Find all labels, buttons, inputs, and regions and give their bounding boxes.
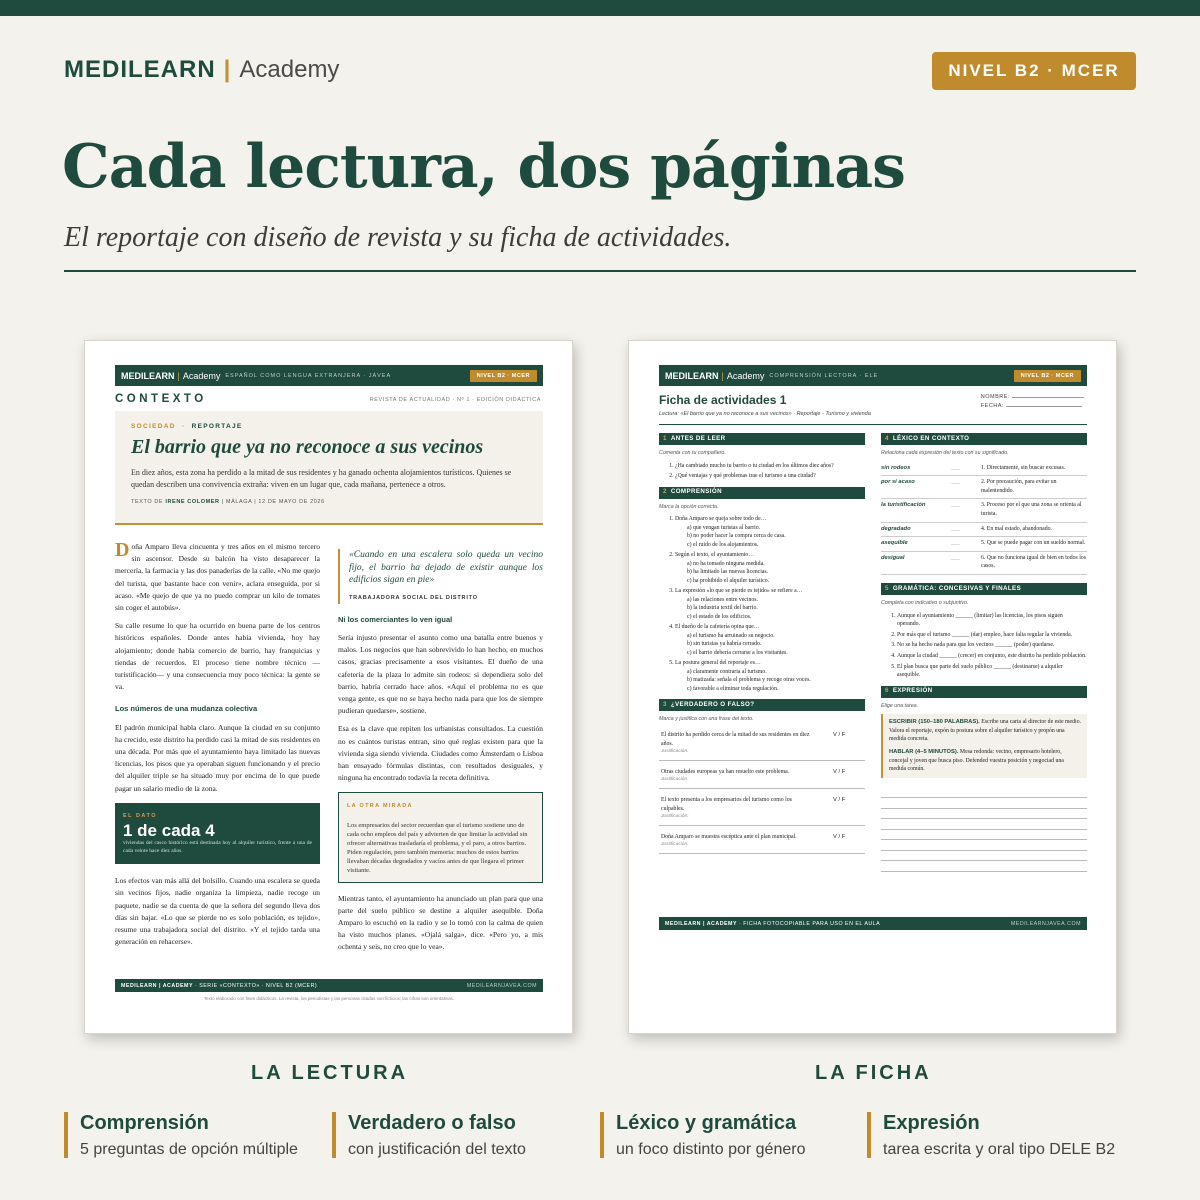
worksheet-page-footer: MEDILEARN | ACADEMY · FICHA FOTOCOPIABLE PARA USO EN EL AULA MEDILEARNJAVEA.COM [659,917,1087,930]
article-column-left: Doña Amparo lleva cincuenta y tres años en el mismo tercero sin ascensor. Desde su balcón ha visto desaparecer la mercería, la farmacia y las dos panaderías de la calle. «No me quejo del turista, que bastante hace con venir», aclara enseguida, por si acaso. «Me quejo de que ya no puedo comprar un kilo de tomates sin coger el autobús». Su calle resume lo que ha ocurrido en buena parte de los centros históricos españoles. Donde antes había vivienda, hoy hay alojamiento; donde había comercio de barrio, hay franquicias y tiendas de recuerdos. El proceso tiene nombre técnico —turistificación— y una consecuencia muy poco técnica: la gente se va. Los números de una mudanza colectiva El padrón municipal habla claro. Aunque la ciudad en su conjunto ha crecido, este distrito ha perdido casi la mitad de sus residentes en una década. Por más que el ayuntamiento haya limitado las nuevas licencias, los pisos que ya operaban siguen funcionando y el precio del alquiler triple se ha situado muy por encima de lo que puede pagar un salario medio de la zona. EL DATO 1 de cada 4 viviendas del casco histórico está destinada hoy al alquiler turístico, frente a una de cada veinte hace diez años. Los efectos van más allá del bolsillo. Cuando una escalera se queda sin vecinos fijos, nadie organiza la limpieza, nadie recoge un paquete, nadie se da cuenta de que la señora del segundo lleva dos días sin bajar. «Lo que se pierde no es solo población, es tejido», resume una trabajadora social del distrito. «Y el tejido tarda una generación en rehacerse». [115,539,320,947]
reading-caption: LA LECTURA [251,1062,409,1084]
subheading: Ni los comerciantes lo ven igual [338,614,453,624]
vocab-row: desigual ___ 6. Que no funciona igual de bien en todos los casos. [881,552,1087,575]
true-false-item: El distrito ha perdido cerca de la mitad de sus residentes en diez años. V / F Justificación: [659,728,865,761]
article-dek: En diez años, esta zona ha perdido a la mitad de sus residentes y ha ganado ochenta alojamientos turísticos. Quienes se quedan describen una convivencia extraña: viven en un lugar que, cada mañana, pertenece a otros. [131,468,512,489]
worksheet-page-preview [628,340,1117,1034]
byline: TEXTO DE IRENE COLOMER | MÁLAGA | 12 DE MAYO DE 2026 [131,499,325,505]
worksheet-title: Ficha de actividades 1 [659,393,787,407]
worksheet-caption: LA FICHA [815,1062,932,1084]
section-header: 3 ¿VERDADERO O FALSO? [659,699,865,711]
true-false-item: Doña Amparo se muestra escéptica ante el plan municipal. V / F Justificación: [659,830,865,854]
reading-page-footer: MEDILEARN | ACADEMY · SERIE «CONTEXTO» · NIVEL B2 (MCER) MEDILEARNJAVEA.COM [115,979,543,992]
feature-comprehension: Comprensión 5 preguntas de opción múltiple [64,1112,298,1158]
drop-cap: D [115,539,130,561]
worksheet-page-header: MEDILEARN | Academy COMPRENSIÓN LECTORA · ELE NIVEL B2 · MCER [659,365,1087,386]
worksheet-column-left: 1 ANTES DE LEER Comenta con tu compañero. 1. ¿Ha cambiado mucho tu barrio o tu ciudad en los últimos diez años? 2. ¿Qué ventajas y qué problemas trae el turismo a una ciudad? 2 COMPRENSIÓN Marca la opción correcta. 1. Doña Amparo se queja sobre todo de… a) que vengan turistas al barrio. b) no poder hacer la compra cerca de casa. c) el ruido de los alojamientos. 2. Según el texto, el ayuntamiento… a) no ha tomado ninguna medida. b) ha limitado las nuevas licencias. c) ha prohibido el alquiler turístico. 3. La expresión «lo que se pierde es tejido» se refiere a… a) las relaciones entre vecinos. b) la industria textil del barrio. c) el estado de los edificios. 4. El dueño de la cafetería opina que… a) el turismo ha arruinado su negocio. b) sin turistas ya habría cerrado. c) el barrio debería cerrarse a los visitantes. 5. La postura general del reportaje es… a) claramente contraria al turismo. b) matizada: señala el problema y recoge otras voces. c) favorable a eliminar toda regulación. 3 ¿VERDADERO O FALSO? Marca y justifica con una frase del texto. El distrito ha perdido cerca de la mitad de sus residentes en diez años. V / F Justificación: Otras ciudades europeas ya han resuelto este problema. V / F Justificación: El texto presenta a los empresarios del turismo como los culpables. V / F Justificación: Doña Amparo se muestra escéptica ante el plan municipal. V / F Justificación: [659,433,865,858]
section-header: 4 LÉXICO EN CONTEXTO [881,433,1087,445]
article-title: El barrio que ya no reconoce a sus vecinos [131,436,484,458]
reading-level-tag: NIVEL B2 · MCER [470,370,537,382]
article-column-right: «Cuando en una escalera solo queda un vecino fijo, el barrio ha dejado de existir aunque los edificios sigan en pie» TRABAJADORA SOCIAL DEL DISTRITO Ni los comerciantes lo ven igual Sería injusto presentar el asunto como una batalla entre buenos y malos. Los negocios que han sobrevivido lo han hecho, en muchos casos, gracias precisamente a esos visitantes. El dueño de una cafetería de la plaza lo admite sin rodeos: si dependiera solo del barrio, habría cerrado hace años. «Aquí el problema no es que venga gente, es que no se haya hecho nada para que los de siempre pudieran quedarse», sostiene. Esa es la clave que repiten los urbanistas consultados. La cuestión no es cuántos turistas entran, sino qué reglas existen para que la vivienda siga siendo vivienda. Ciudades como Ámsterdam o Lisboa han ensayado fórmulas distintas, con resultados desiguales, y ninguna ha encontrado todavía la receta definitiva. LA OTRA MIRADA Los empresarios del sector recuerdan que el turismo sostiene uno de cada ocho empleos del país y advierten de que limitar la actividad sin ofrecer alternativas trasladaría el problema, y el paro, a otros barrios. Piden regulación, pero también memoria: muchos de estos barrios llevaban décadas degradados y vacíos antes de que llegara el primer visitante. Mientras tanto, el ayuntamiento ha anunciado un plan para que una parte del suelo público se destine a alquiler asequible. Doña Amparo lo escuchó en la radio y se lo tomó con la calma de quien ha visto muchos planes. «Ojalá salga», dice. «Pero yo, a mis ochenta y seis, no creo que lo vea». [338,550,543,952]
writing-task-box: ESCRIBIR (150–180 PALABRAS). Escribe una carta al director de este medio. Valora el reportaje, expón tu postura sobre el alquiler turístico y propón una medida concreta. HABLAR (4–5 MINUTOS). Mesa redonda: vecino, empresario hotelero, concejal y joven que busca piso. Defended vuestra posición y negociad una medida común. [881,714,1087,778]
name-date-fields: NOMBRE: FECHA: [981,393,1084,411]
worksheet-level-tag: NIVEL B2 · MCER [1014,370,1081,382]
reading-page-header: MEDILEARN | Academy ESPAÑOL COMO LENGUA EXTRANJERA · JÁVEA NIVEL B2 · MCER [115,365,543,386]
sidebar-box: LA OTRA MIRADA Los empresarios del sector recuerdan que el turismo sostiene uno de cada ocho empleos del país y advierten de que limitar la actividad sin ofrecer alternativas trasladaría el problema, y el paro, a otros barrios. Piden regulación, pero también memoria: muchos de estos barrios llevaban décadas degradados y vacíos antes de que llegara el primer visitante. [338,792,543,882]
article-hero: SOCIEDAD · REPORTAJE El barrio que ya no reconoce a sus vecinos En diez años, esta zona ha perdido a la mitad de sus residentes y ha ganado ochenta alojamientos turísticos. Quienes se quedan describen una convivencia extraña: viven en un lugar que, cada mañana, pertenece a otros. TEXTO DE IRENE COLOMER | MÁLAGA | 12 DE MAYO DE 2026 [115,411,543,525]
answer-lines [881,788,1087,872]
vocab-row: asequible ___ 5. Que se puede pagar con un sueldo normal. [881,537,1087,552]
vocab-row: degradado ___ 4. En mal estado, abandonado. [881,523,1087,538]
issue-info: REVISTA DE ACTUALIDAD · Nº 1 · EDICIÓN DIDÁCTICA [369,397,541,403]
worksheet-subtitle: Lectura: «El barrio que ya no reconoce a sus vecinos» · Reportaje · Turismo y vivienda [659,411,871,417]
top-bar [0,0,1200,16]
disclaimer-note: Texto elaborado con fines didácticos. La revista, los periodistas y las personas citadas son ficticios; las cifras son orientativas. [203,996,455,1001]
page-title: Cada lectura, dos páginas [62,132,905,202]
section-header: 2 COMPRENSIÓN [659,487,865,499]
stat-box: EL DATO 1 de cada 4 viviendas del casco histórico está destinada hoy al alquiler turístico, frente a una de cada veinte hace diez años. [115,803,320,864]
reading-page-preview [84,340,573,1034]
divider [64,270,1136,272]
feature-vocab-grammar: Léxico y gramática un foco distinto por género [600,1112,805,1158]
section-header: 1 ANTES DE LEER [659,433,865,445]
feature-true-false: Verdadero o falso con justificación del texto [332,1112,526,1158]
section-header: 5 GRAMÁTICA: CONCESIVAS Y FINALES [881,583,1087,595]
vocab-row: la turistificación ___ 3. Proceso por el que una zona se orienta al turista. [881,499,1087,522]
level-badge: NIVEL B2 · MCER [932,52,1136,90]
worksheet-column-right: 4 LÉXICO EN CONTEXTO Relaciona cada expresión del texto con su significado. sin rodeos ___ 1. Directamente, sin buscar excusas. por si acaso ___ 2. Por precaución, para evitar un malentendido. la turistificación ___ 3. Proceso por el que una zona se orienta al turista. degradado ___ 4. En mal estado, abandonado. asequible ___ 5. Que se puede pagar con un sueldo normal. desigual ___ 6. Que no funciona igual de bien en todos los casos. 5 GRAMÁTICA: CONCESIVAS Y FINALES Completa con indicativo o subjuntivo. 1. Aunque el ayuntamiento ______ (limitar) las licencias, los pisos siguen operando. 2. Por más que el turismo ______ (dar) empleo, hace falta regular la vivienda. 3. No se ha hecho nada para que los vecinos ______ (poder) quedarse. 4. Aunque la ciudad ______ (crecer) en conjunto, este distrito ha perdido población. 5. El plan busca que parte del suelo público ______ (destinarse) a alquiler asequible. 6 EXPRESIÓN Elige una tarea. ESCRIBIR (150–180 PALABRAS). Escribe una carta al director de este medio. Valora el reportaje, expón tu postura sobre el alquiler turístico y propón una medida concreta. HABLAR (4–5 MINUTOS). Mesa redonda: vecino, empresario hotelero, concejal y joven que busca piso. Defended vuestra posición y negociad una medida común. [881,433,1087,872]
feature-expression: Expresión tarea escrita y oral tipo DELE B2 [867,1112,1115,1158]
vocab-row: por si acaso ___ 2. Por precaución, para evitar un malentendido. [881,476,1087,499]
magazine-name: CONTEXTO [115,393,207,405]
section-header: 6 EXPRESIÓN [881,686,1087,698]
true-false-item: Otras ciudades europeas ya han resuelto este problema. V / F Justificación: [659,765,865,789]
vocab-row: sin rodeos ___ 1. Directamente, sin buscar excusas. [881,462,1087,477]
true-false-item: El texto presenta a los empresarios del turismo como los culpables. V / F Justificación: [659,793,865,826]
brand-logo: MEDILEARN | Academy [64,56,340,83]
pull-quote: «Cuando en una escalera solo queda un vecino fijo, el barrio ha dejado de existir aunque los edificios sigan en pie» TRABAJADORA SOCIAL DEL DISTRITO [338,549,543,604]
divider [659,424,1087,425]
page-subtitle: El reportaje con diseño de revista y su ficha de actividades. [64,222,732,253]
subheading: Los números de una mudanza colectiva [115,704,258,714]
